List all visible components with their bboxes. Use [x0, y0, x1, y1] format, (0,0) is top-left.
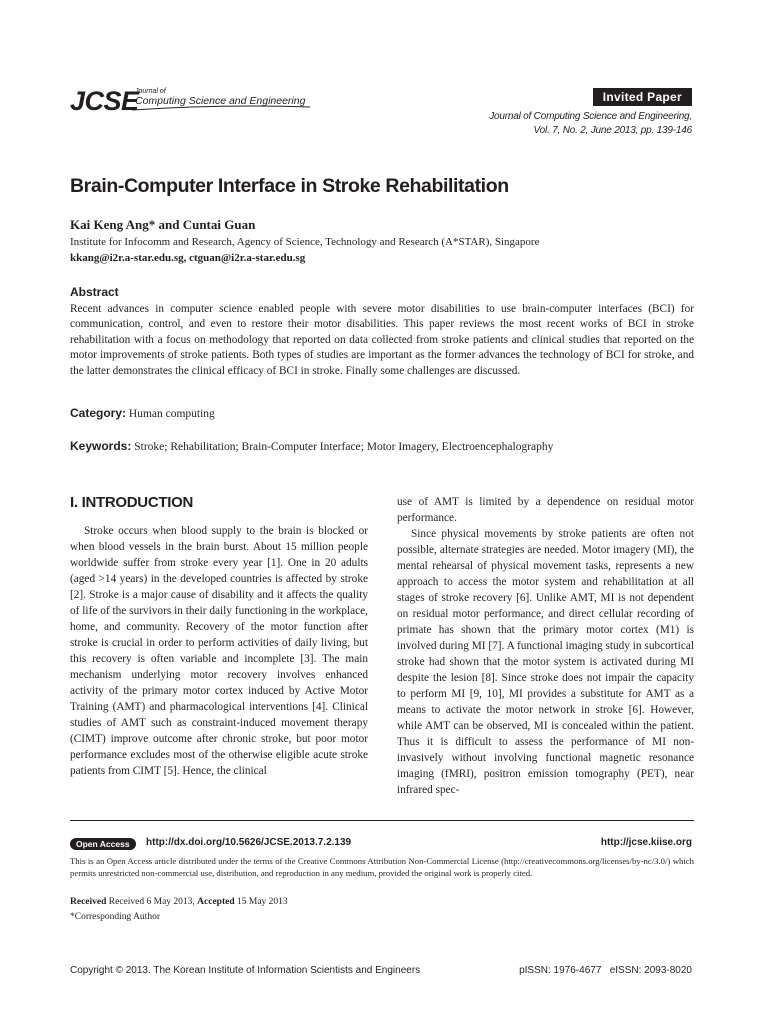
doi-link[interactable]: http://dx.doi.org/10.5626/JCSE.2013.7.2.139: [146, 837, 352, 848]
body-column-left: [70, 523, 368, 779]
author-emails: kkang@i2r.a-star.edu.sg, ctguan@i2r.a-star.edu.sg: [70, 252, 306, 264]
keywords-line: [70, 439, 553, 453]
copyright: Copyright © 2013. The Korean Institute of Information Scientists and Engineers: [70, 965, 421, 976]
license-text: This is an Open Access article distributed under the terms of the Creative Commons Attribution Non-Commercial License (http://creativecommons.org/licenses/by-nc/3.0/) which permits unrestricted non-commercial use, distribution, and reproduction in any medium, provided the original work is properly cited.: [70, 856, 694, 878]
received-date: Received 6 May 2013,: [108, 897, 195, 907]
footer-divider: [70, 820, 694, 821]
logo-bottom-text: Computing Science and Engineering: [135, 95, 306, 107]
body-column-right: [397, 494, 694, 798]
received-line: [70, 897, 288, 907]
invited-paper-badge: Invited Paper: [593, 88, 692, 106]
paragraph: use of AMT is limited by a dependence on residual motor performance.: [397, 496, 694, 524]
abstract-text: Recent advances in computer science enabled people with severe motor disabilities to use brain-computer interfaces (BCI) for communication, control, and even to restore their motor disabilities. This paper reviews the most recent works of BCI in stroke rehabilitation with a focus on methodology that reported on data collected from stroke patients and clinical studies that reported on the motor improvements of stroke patients. Both types of studies are important as the former advances the technology of BCI for stroke, and the latter demonstrates the clinical efficacy of BCI in stroke. Finally some challenges are discussed.: [70, 303, 694, 377]
category-value: Human computing: [128, 408, 215, 420]
citation-line-2: Vol. 7, No. 2, June 2013, pp. 139-146: [533, 125, 692, 136]
section-heading: I. INTRODUCTION: [70, 494, 193, 511]
journal-site-link[interactable]: http://jcse.kiise.org: [600, 837, 692, 848]
received-label: Received: [70, 897, 107, 907]
logo-top-text: Journal of: [135, 88, 166, 95]
accepted-date: 15 May 2013: [237, 897, 288, 907]
citation-line-1: Journal of Computing Science and Engineering,: [489, 111, 692, 122]
abstract-heading: Abstract: [70, 285, 119, 299]
logo-mark: JCSE: [70, 86, 139, 116]
corresponding-author-note: *Corresponding Author: [70, 912, 160, 922]
paragraph: Stroke occurs when blood supply to the brain is blocked or when blood vessels in the brain burst. About 15 million people worldwide suffer from stroke every year [1]. One in 20 adults (aged >14 years) in the developed countries is affected by stroke [2]. Stroke is a major cause of disability and it affects the quality of life of the survivors in their daily functioning in the workplace, home, and community. Recovery of the motor function after stroke is crucial in order to perform activities of daily living, but this recovery is often variable and incomplete [3]. The main mechanism underlying motor recovery involves enhanced activity of the primary motor cortex induced by Active Motor Training (AMT) and pharmacological interventions [4]. Clinical studies of AMT such as constraint-induced movement therapy (CIMT) improve outcome after chronic stroke, but poor motor performance excludes most of the otherwise eligible acute stroke patients from CIMT [5]. Hence, the clinical: [70, 525, 368, 777]
journal-logo: [70, 86, 310, 126]
keywords-value: Stroke; Rehabilitation; Brain-Computer Interface; Motor Imagery, Electroencephalography: [134, 441, 554, 453]
authors: Kai Keng Ang* and Cuntai Guan: [70, 217, 256, 232]
keywords-label: Keywords:: [70, 439, 132, 453]
affiliation: Institute for Infocomm and Research, Agency of Science, Technology and Research (A*STAR), Singapore: [70, 236, 540, 248]
open-access-badge: Open Access: [70, 838, 136, 850]
paragraph: Since physical movements by stroke patients are often not possible, alternate strategies are needed. Motor imagery (MI), the mental rehearsal of physical movement tasks, represents a new approach to access the motor system and rehabilitation at all stages of stroke recovery [6]. Unlike AMT, MI is not dependent on residual motor performance, and direct cellular recording of primate has shown that the primary motor cortex (M1) is involved during MI [7]. A functional imaging study in subcortical stroke had shown that the motor system is activated during MI despite the lesion [8]. Since stroke does not impair the capacity to perform MI [9, 10], MI provides a substitute for AMT as a means to activate the motor network in stroke [6]. However, while AMT can be observed, MI is concealed within the patient. Thus it is difficult to assess the performance of MI non-invasively without involving functional magnetic resonance imaging (fMRI), positron emission tomography (PET), near infrared spec-: [397, 528, 694, 796]
category-line: [70, 406, 215, 420]
issn: pISSN: 1976-4677 eISSN: 2093-8020: [519, 965, 692, 976]
category-label: Category:: [70, 406, 127, 420]
logo-swoosh-icon: [132, 104, 310, 114]
paper-title: Brain-Computer Interface in Stroke Rehabilitation: [70, 175, 509, 197]
journal-citation: [489, 110, 692, 138]
accepted-label: Accepted: [197, 897, 235, 907]
